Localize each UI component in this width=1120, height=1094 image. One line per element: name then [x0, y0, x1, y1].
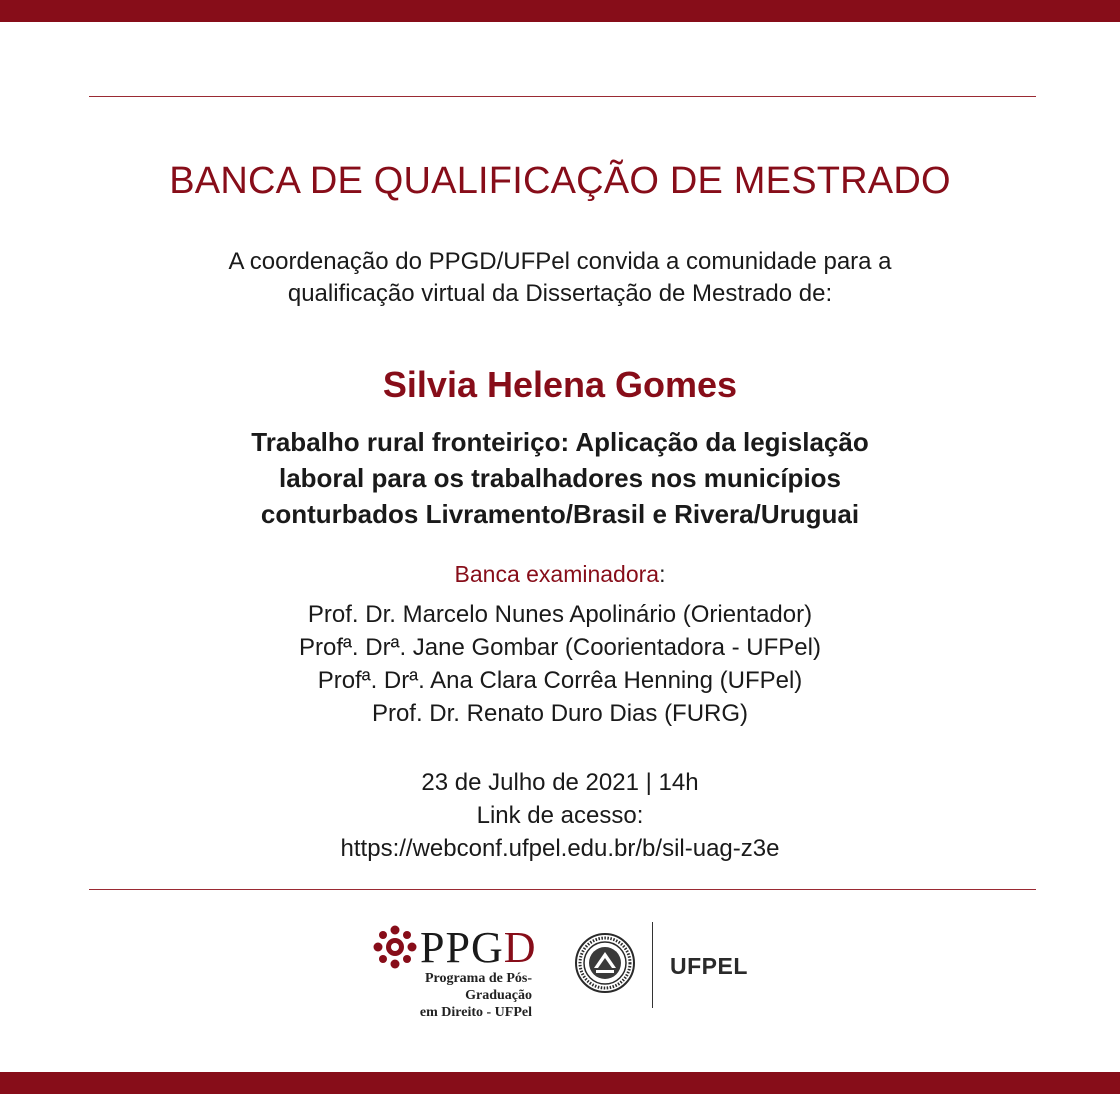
bottom-accent-bar — [0, 1072, 1120, 1094]
thesis-title-line: laboral para os trabalhadores nos municípios — [278, 463, 842, 493]
intro-line: qualificação virtual da Dissertação de Mestrado de: — [287, 280, 833, 307]
bottom-divider — [89, 889, 1036, 890]
access-link-label: Link de acesso: — [476, 802, 644, 829]
top-accent-bar — [0, 0, 1120, 22]
thesis-title — [0, 424, 1120, 532]
ppgd-subtitle: Programa de Pós-Graduação em Direito - UFPel — [419, 971, 532, 1020]
event-date-time: 23 de Julho de 2021 | 14h — [421, 769, 699, 796]
ppgd-logo — [372, 923, 542, 1020]
page-title: BANCA DE QUALIFICAÇÃO DE MESTRADO — [169, 160, 951, 202]
intro-text — [0, 246, 1120, 310]
ufpel-seal-icon — [574, 932, 636, 994]
candidate-name: Silvia Helena Gomes — [382, 364, 738, 405]
logo-divider — [652, 922, 653, 1008]
committee-member: Prof. Dr. Marcelo Nunes Apolinário (Orientador) — [307, 601, 813, 628]
thesis-title-line: Trabalho rural fronteiriço: Aplicação da legislação — [251, 427, 869, 457]
ppgd-wordmark: PPGD — [420, 923, 537, 972]
committee-label: Banca examinadora — [454, 561, 660, 587]
thesis-title-line: conturbados Livramento/Brasil e Rivera/Uruguai — [260, 499, 860, 529]
top-divider — [89, 96, 1036, 97]
committee-label-colon: : — [659, 561, 666, 587]
event-info — [0, 766, 1120, 865]
committee-member: Profª. Drª. Ana Clara Corrêa Henning (UFPel) — [317, 667, 803, 694]
committee-heading — [0, 561, 1120, 588]
ufpel-wordmark: UFPEL — [670, 953, 748, 979]
intro-line: A coordenação do PPGD/UFPel convida a comunidade para a — [228, 248, 892, 275]
committee-list — [0, 598, 1120, 730]
ppgd-emblem-icon — [372, 924, 418, 970]
committee-member: Prof. Dr. Renato Duro Dias (FURG) — [371, 700, 749, 727]
committee-member: Profª. Drª. Jane Gombar (Coorientadora - UFPel) — [299, 634, 821, 661]
access-link-url[interactable]: https://webconf.ufpel.edu.br/b/sil-uag-z3e — [340, 835, 780, 862]
